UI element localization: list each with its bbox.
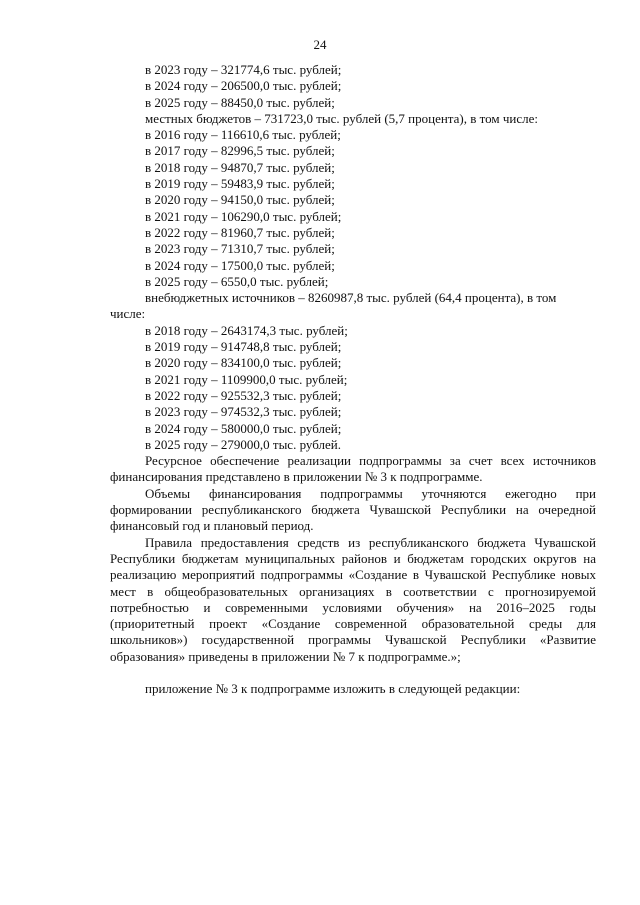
page-number: 24 (313, 37, 327, 52)
extra-budget-line: в 2023 году – 974532,3 тыс. рублей; (145, 404, 342, 420)
extra-budget-line: в 2020 году – 834100,0 тыс. рублей; (145, 355, 342, 371)
local-budget-line: в 2021 году – 106290,0 тыс. рублей; (145, 208, 342, 224)
local-budget-line: в 2017 году – 82996,5 тыс. рублей; (145, 143, 335, 159)
resource-paragraph: Ресурсное обеспечение реализации подпрограммы за счет всех источников финансирования представлено в приложении № 3 к подпрограмме. (110, 453, 596, 485)
local-budget-line: в 2022 году – 81960,7 тыс. рублей; (145, 224, 335, 240)
extra-budget-line: в 2024 году – 580000,0 тыс. рублей; (145, 420, 342, 436)
local-budget-line: в 2020 году – 94150,0 тыс. рублей; (145, 192, 335, 208)
local-budget-line: в 2019 году – 59483,9 тыс. рублей; (145, 176, 335, 192)
document-body (110, 62, 596, 697)
extra-budget-line: в 2021 году – 1109900,0 тыс. рублей; (145, 371, 348, 387)
local-budget-line: в 2023 году – 71310,7 тыс. рублей; (145, 241, 335, 257)
budget-line: в 2023 году – 321774,6 тыс. рублей; (145, 62, 342, 77)
local-budgets-heading: местных бюджетов – 731723,0 тыс. рублей (5,7 процента), в том числе: (145, 110, 538, 126)
budget-line: в 2024 году – 206500,0 тыс. рублей; (145, 78, 342, 94)
extra-budget-heading: внебюджетных источников – 8260987,8 тыс. рублей (64,4 процента), в том (145, 290, 557, 306)
extra-budget-line: в 2025 году – 279000,0 тыс. рублей. (145, 436, 341, 452)
local-budget-line: в 2018 году – 94870,7 тыс. рублей; (145, 159, 335, 175)
budget-line: в 2025 году – 88450,0 тыс. рублей; (145, 94, 335, 110)
local-budget-line: в 2024 году – 17500,0 тыс. рублей; (145, 257, 335, 273)
extra-budget-heading-continuation: числе: (110, 306, 146, 322)
extra-budget-line: в 2018 году – 2643174,3 тыс. рублей; (145, 322, 348, 338)
closing-instruction: приложение № 3 к подпрограмме изложить в следующей редакции: (145, 680, 521, 696)
rules-paragraph: Правила предоставления средств из республиканского бюджета Чувашской Республики бюджетам муниципальных районов и бюджетам городских округов на реализацию мероприятий подпрограммы «Создание в Чувашской Республике новых мест в общеобразовательных организациях в соответствии с прогнозируемой потребностью и современными условиями обучения» на 2016–2025 годы (приоритетный проект «Создание современной образовательной среды для школьников») государственной программы Чувашской Республики «Развитие образования» приведены в приложении № 7 к подпрограмме.»; (110, 534, 596, 664)
local-budget-line: в 2016 году – 116610,6 тыс. рублей; (145, 127, 341, 143)
extra-budget-line: в 2022 году – 925532,3 тыс. рублей; (145, 387, 342, 403)
financing-paragraph: Объемы финансирования подпрограммы уточняются ежегодно при формировании республиканского бюджета Чувашской Республики на очередной финансовый год и плановый период. (110, 485, 596, 534)
spacer (110, 665, 596, 681)
local-budget-line: в 2025 году – 6550,0 тыс. рублей; (145, 273, 329, 289)
extra-budget-line: в 2019 году – 914748,8 тыс. рублей; (145, 339, 342, 355)
